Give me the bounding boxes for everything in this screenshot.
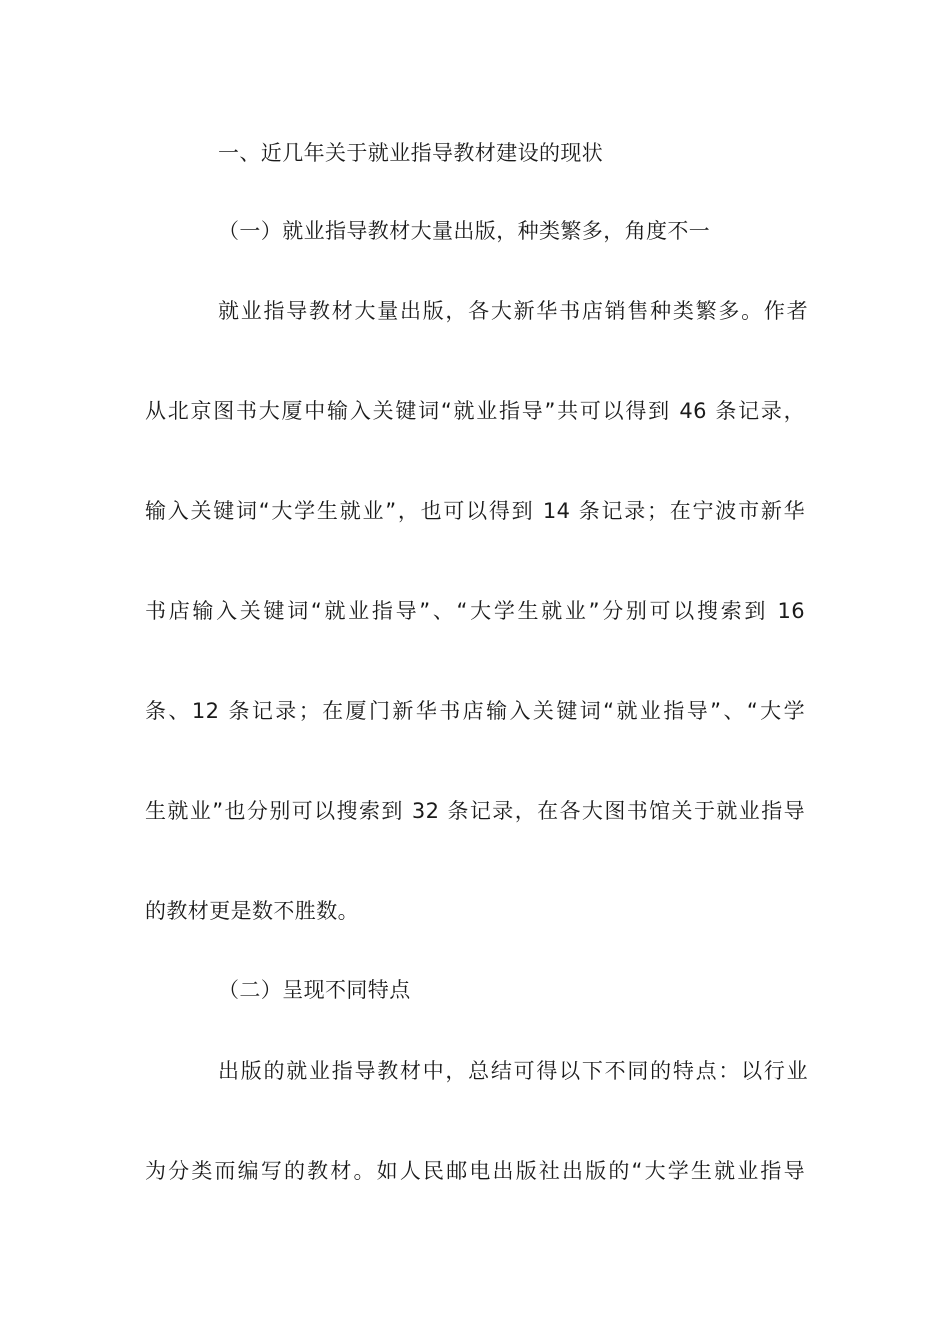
paragraph-line: 条、12 条记录；在厦门新华书店输入关键词“就业指导”、“大学 [145,699,805,723]
paragraph-line: 生就业”也分别可以搜索到 32 条记录，在各大图书馆关于就业指导 [145,799,805,823]
heading-main: 一、近几年关于就业指导教材建设的现状 [218,141,604,165]
paragraph-line: 出版的就业指导教材中，总结可得以下不同的特点：以行业 [218,1059,808,1083]
paragraph-line: 的教材更是数不胜数。 [145,899,359,923]
paragraph-line: 从北京图书大厦中输入关键词“就业指导”共可以得到 46 条记录， [145,399,805,423]
section-1-heading: （一）就业指导教材大量出版，种类繁多，角度不一 [218,219,711,243]
paragraph-line: 输入关键词“大学生就业”，也可以得到 14 条记录；在宁波市新华 [145,499,805,523]
paragraph-line: 书店输入关键词“就业指导”、“大学生就业”分别可以搜索到 16 [145,599,805,623]
section-2-heading: （二）呈现不同特点 [218,978,411,1002]
paragraph-line: 就业指导教材大量出版，各大新华书店销售种类繁多。作者 [218,299,808,323]
paragraph-line: 为分类而编写的教材。如人民邮电出版社出版的“大学生就业指导 [145,1159,805,1183]
